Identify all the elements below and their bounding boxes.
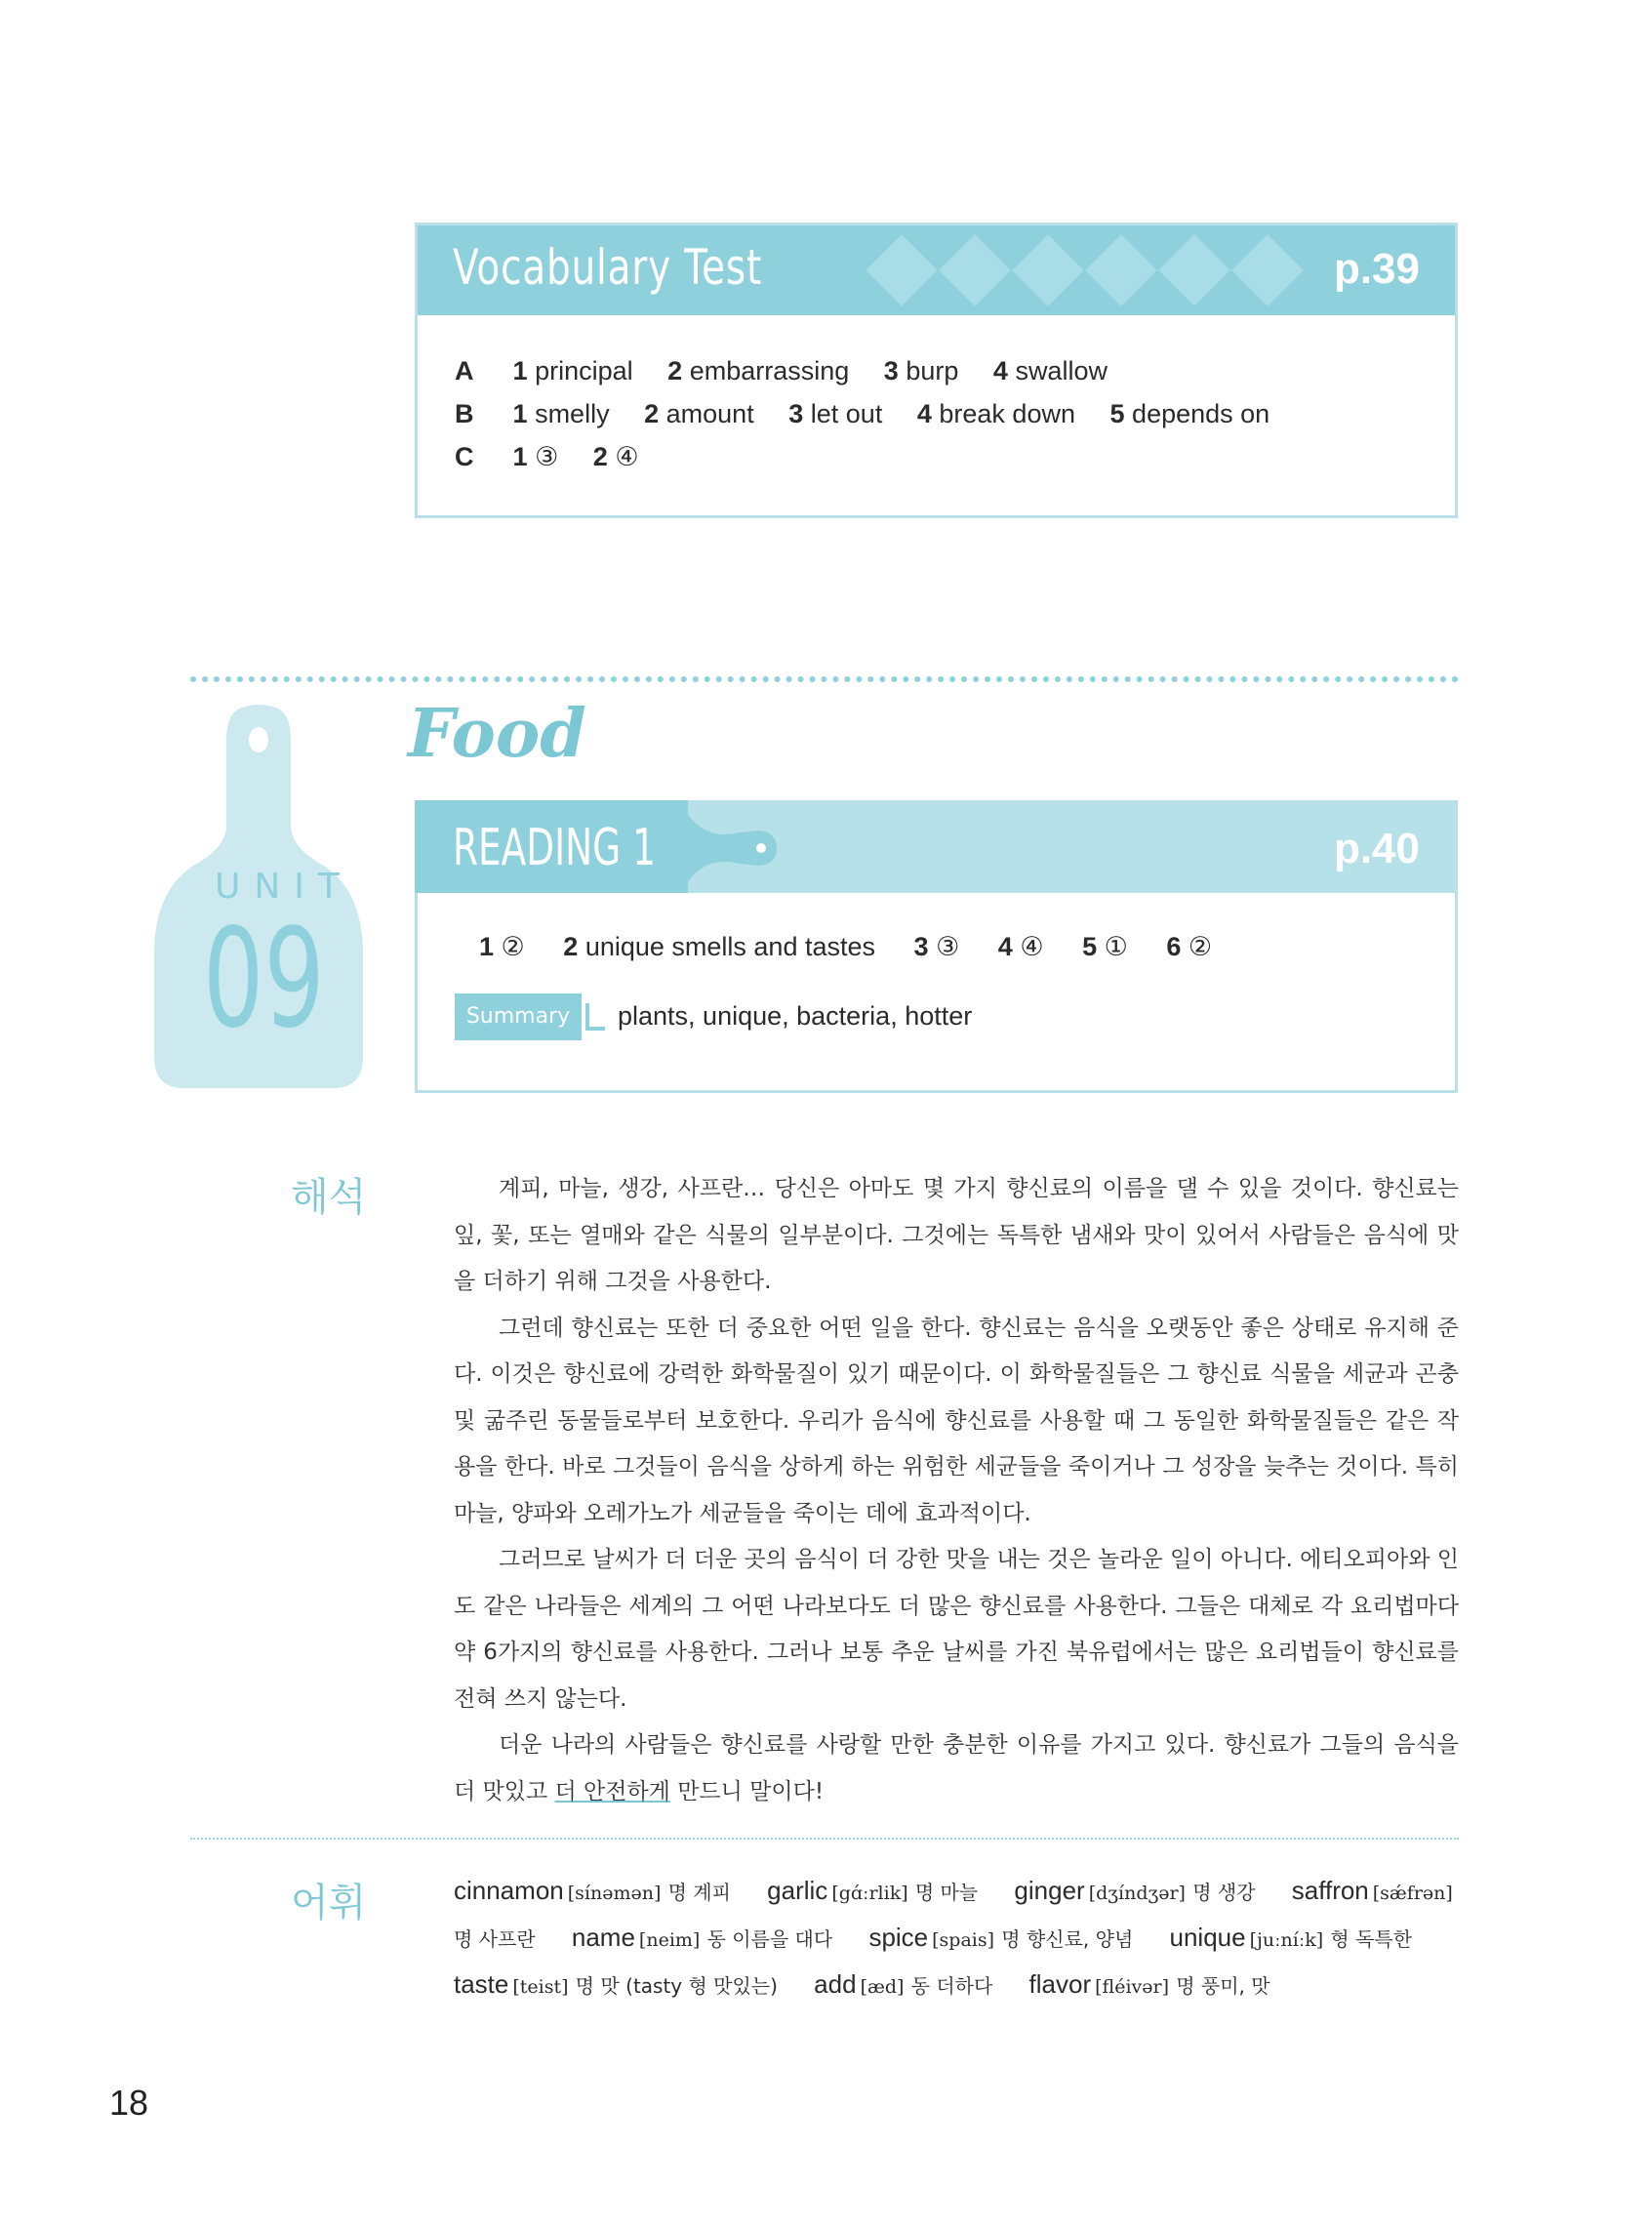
vocab-word: saffron [1291, 1876, 1369, 1905]
summary-bracket [585, 1003, 605, 1031]
item-number: 3 [788, 399, 804, 428]
item-number: 5 [1082, 932, 1098, 961]
item-number: 6 [1166, 932, 1182, 961]
reading-title: READING 1 [453, 819, 656, 877]
item-answer: burp [906, 356, 959, 385]
vocab-meaning: 명 계피 [667, 1881, 731, 1904]
item-number: 1 [512, 356, 528, 385]
item-answer: ④ [615, 442, 639, 471]
item-answer: ① [1104, 932, 1128, 961]
item-answer: ③ [936, 932, 960, 961]
item-answer: break down [939, 399, 1075, 428]
item-answer: ② [1188, 932, 1213, 961]
item-number: 2 [563, 932, 579, 961]
vocab-entry [814, 1969, 1022, 1999]
vocab-entry [1014, 1876, 1284, 1905]
vocab-meaning: 형 독특한 [1330, 1927, 1413, 1951]
diamond-decoration [866, 234, 938, 306]
vocab-word: flavor [1028, 1969, 1092, 1999]
section-divider [190, 676, 1459, 682]
summary-answer: plants, unique, bacteria, hotter [618, 1001, 973, 1031]
item-number: 2 [644, 399, 660, 428]
diamond-decoration [1012, 234, 1084, 306]
item-answer: unique smells and tastes [584, 932, 875, 961]
item-answer: depends on [1132, 399, 1270, 428]
vocab-meaning: 동 더하다 [910, 1974, 993, 1998]
answer-row-c [455, 442, 666, 472]
vocab-meaning: 명 사프란 [454, 1927, 536, 1951]
row-label: C [455, 442, 474, 471]
answer-row-b [455, 399, 1297, 429]
item-number: 1 [512, 399, 528, 428]
vocab-meaning: 명 마늘 [914, 1881, 979, 1904]
item-number: 1 [479, 932, 495, 961]
vocab-entry [572, 1923, 862, 1952]
unit-label: UNIT [215, 867, 353, 907]
translation-paragraph: 그러므로 날씨가 더 더운 곳의 음식이 더 강한 맛을 내는 것은 놀라운 일이 아니다. 에티오피아와 인도 같은 나라들은 세계의 그 어떤 나라보다도 더 많은 향신료를 사용한다. 그들은 대체로 각 요리법마다 약 6가지의 향신료를 사용한다. 그러나 보통 추운 날씨를 가진 북유럽에서는 많은 요리법들이 향신료를 전혀 쓰지 않는다. [454, 1547, 1459, 1712]
vocab-entry [868, 1923, 1162, 1952]
vocab-word: add [814, 1969, 857, 1999]
vocabulary-test-box [415, 223, 1458, 518]
item-answer: smelly [535, 399, 610, 428]
spatula-handle-icon [681, 803, 779, 893]
vocab-pronunciation: [juːníːk] [1249, 1929, 1324, 1951]
reading-answers [479, 932, 1243, 962]
vocab-meaning: 명 향신료, 양념 [1001, 1927, 1134, 1951]
vocabulary-label: 어휘 [291, 1881, 367, 1925]
item-number: 1 [512, 442, 528, 471]
vocab-meaning: 명 풍미, 맛 [1176, 1974, 1270, 1998]
diamond-decoration [939, 234, 1011, 306]
vocab-word: cinnamon [454, 1876, 564, 1905]
item-answer: swallow [1015, 356, 1108, 385]
vocab-pronunciation: [gɑ́ːrlik] [831, 1883, 908, 1904]
vocab-entry [767, 1876, 1007, 1905]
page-number: 18 [109, 2083, 149, 2123]
vocab-word: unique [1169, 1923, 1246, 1952]
item-number: 3 [913, 932, 929, 961]
item-number: 2 [667, 356, 683, 385]
section-divider-thin [190, 1838, 1459, 1840]
item-number: 3 [883, 356, 899, 385]
translation-paragraph [454, 1722, 1459, 1815]
row-label: A [455, 356, 474, 385]
item-answer: let out [810, 399, 883, 428]
vocab-meaning: 명 생강 [1192, 1881, 1256, 1904]
item-number: 4 [992, 356, 1008, 385]
text-fragment: 더운 나라의 사람들은 향신료를 사랑할 만한 충분한 이유를 가지고 있다. 향신료가 그들의 음식을 더 맛있고 [454, 1732, 1459, 1804]
reading-header [418, 803, 1455, 893]
vocabulary-test-page: p.39 [1333, 245, 1420, 293]
vocabulary-list [454, 1869, 1469, 2009]
vocab-pronunciation: [dʒíndʒər] [1088, 1883, 1186, 1904]
vocab-word: taste [454, 1969, 509, 1999]
vocabulary-test-header [418, 225, 1455, 315]
item-answer: ③ [535, 442, 559, 471]
vocab-word: garlic [767, 1876, 828, 1905]
topic-title: Food [408, 695, 586, 773]
summary-tag: Summary [455, 993, 582, 1040]
vocab-entry [1029, 1969, 1300, 1999]
underlined-phrase: 더 안전하게 [554, 1778, 670, 1804]
item-answer: principal [535, 356, 633, 385]
vocab-entry [454, 1969, 807, 1999]
row-label: B [455, 399, 474, 428]
unit-number: 09 [203, 900, 325, 1059]
vocab-entry [454, 1876, 760, 1905]
item-answer: ④ [1020, 932, 1044, 961]
vocab-pronunciation: [fléivər] [1095, 1976, 1169, 1998]
vocab-word: name [571, 1923, 635, 1952]
diamond-decoration [1231, 234, 1304, 306]
item-number: 2 [592, 442, 608, 471]
vocab-meaning: 동 이름을 대다 [706, 1927, 833, 1951]
item-number: 5 [1109, 399, 1125, 428]
vocab-pronunciation: [spais] [932, 1929, 995, 1951]
translation-label: 해석 [291, 1175, 367, 1220]
item-answer: ② [501, 932, 525, 961]
vocab-word: spice [868, 1923, 929, 1952]
vocab-pronunciation: [sǽfrən] [1372, 1883, 1453, 1904]
vocab-pronunciation: [neim] [638, 1929, 701, 1951]
diamond-decoration [1158, 234, 1230, 306]
translation-paragraph: 계피, 마늘, 생강, 사프란… 당신은 아마도 몇 가지 향신료의 이름을 댈 수 있을 것이다. 향신료는 잎, 꽃, 또는 열매와 같은 식물의 일부분이다. 그것에는 독특한 냄새와 맛이 있어서 사람들은 음식에 맛을 더하기 위해 그것을 사용한다. [454, 1176, 1459, 1294]
vocabulary-test-title: Vocabulary Test [453, 239, 763, 296]
vocab-entry [1170, 1923, 1442, 1952]
text-fragment: 만드니 말이다! [669, 1778, 825, 1804]
vocab-pronunciation: [æd] [860, 1976, 905, 1998]
answer-row-a [455, 356, 1135, 386]
reading-page: p.40 [1333, 825, 1420, 872]
item-number: 4 [916, 399, 932, 428]
item-answer: embarrassing [689, 356, 850, 385]
vocab-meaning: 명 맛 (tasty 형 맛있는) [575, 1974, 778, 1998]
vocab-word: ginger [1014, 1876, 1085, 1905]
vocab-pronunciation: [teist] [512, 1976, 569, 1998]
translation-body [454, 1166, 1459, 1815]
vocab-pronunciation: [sínəmən] [567, 1883, 662, 1904]
reading-answer-box [415, 800, 1458, 1093]
item-number: 4 [997, 932, 1013, 961]
item-answer: amount [665, 399, 754, 428]
translation-paragraph: 그런데 향신료는 또한 더 중요한 어떤 일을 한다. 향신료는 음식을 오랫동안 좋은 상태로 유지해 준다. 이것은 향신료에 강력한 화학물질이 있기 때문이다. 이 화학물질들은 그 향신료 식물을 세균과 곤충 및 굶주린 동물들로부터 보호한다. 우리가 음식에 향신료를 사용할 때 그 동일한 화학물질들은 같은 작용을 한다. 바로 그것들이 음식을 상하게 하는 위험한 세균들을 죽이거나 그 성장을 늦추는 것이다. 특히 마늘, 양파와 오레가노가 세균들을 죽이는 데에 효과적이다. [454, 1315, 1459, 1526]
diamond-decoration [1085, 234, 1157, 306]
